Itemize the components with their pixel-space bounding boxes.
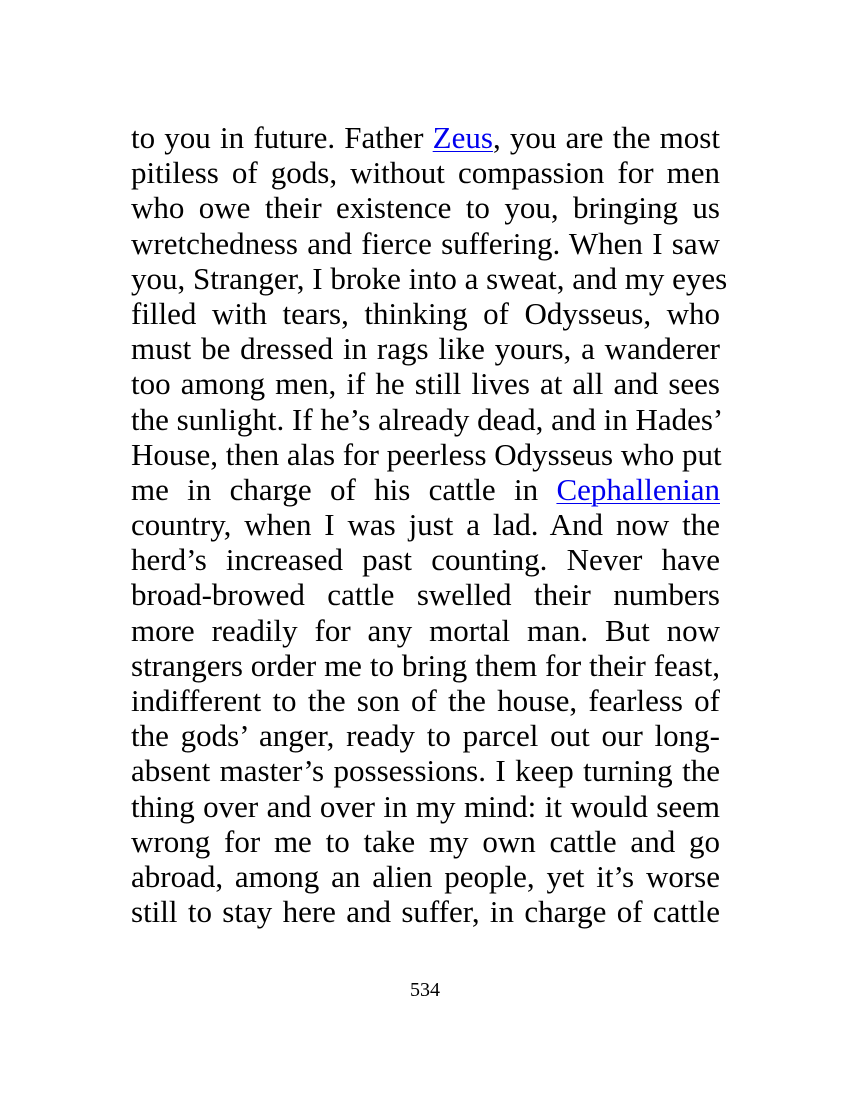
text-line-18: the gods’ anger, ready to parcel out our long-: [131, 718, 720, 754]
text-line-8: too among men, if he still lives at all and sees: [131, 366, 720, 402]
text-line-3: who owe their existence to you, bringing us: [131, 190, 720, 226]
text-line-6: filled with tears, thinking of Odysseus, who: [131, 295, 720, 331]
text-line-1: to you in future. Father Zeus, you are the most: [131, 120, 720, 155]
text-line-23: still to stay here and suffer, in charge of cattle: [131, 894, 720, 930]
text-line-2: pitiless of gods, without compassion for men: [131, 155, 720, 191]
text-line-7: must be dressed in rags like yours, a wanderer: [131, 331, 720, 367]
text-line-14: broad-browed cattle swelled their numbers: [131, 577, 720, 613]
text-line-11: me in charge of his cattle in Cephallenian: [131, 471, 720, 507]
text-line-13: herd’s increased past counting. Never have: [131, 542, 720, 578]
text-line-4: wretchedness and fierce suffering. When I saw: [131, 225, 720, 261]
text-line-10: House, then alas for peerless Odysseus who put: [131, 436, 722, 472]
text-line-21: wrong for me to take my own cattle and go: [131, 823, 720, 859]
text-line-9: the sunlight. If he’s already dead, and in Hades’: [131, 401, 724, 437]
link-zeus[interactable]: Zeus: [432, 120, 493, 155]
text-line-20: thing over and over in my mind: it would seem: [131, 788, 720, 824]
text-line-15: more readily for any mortal man. But now: [131, 612, 720, 648]
link-cephallenian[interactable]: Cephallenian: [556, 471, 720, 507]
text-line-17: indifferent to the son of the house, fearless of: [131, 683, 720, 718]
text-line-16: strangers order me to bring them for their feast,: [131, 647, 720, 683]
page-body: [131, 120, 728, 930]
text-line-22: abroad, among an alien people, yet it’s worse: [131, 858, 720, 894]
text-line-19: absent master’s possessions. I keep turning the: [131, 753, 720, 789]
text-line-12: country, when I was just a lad. And now the: [131, 507, 720, 543]
page-number: 534: [410, 979, 440, 1001]
text-line-5: you, Stranger, I broke into a sweat, and my eyes: [131, 260, 728, 296]
